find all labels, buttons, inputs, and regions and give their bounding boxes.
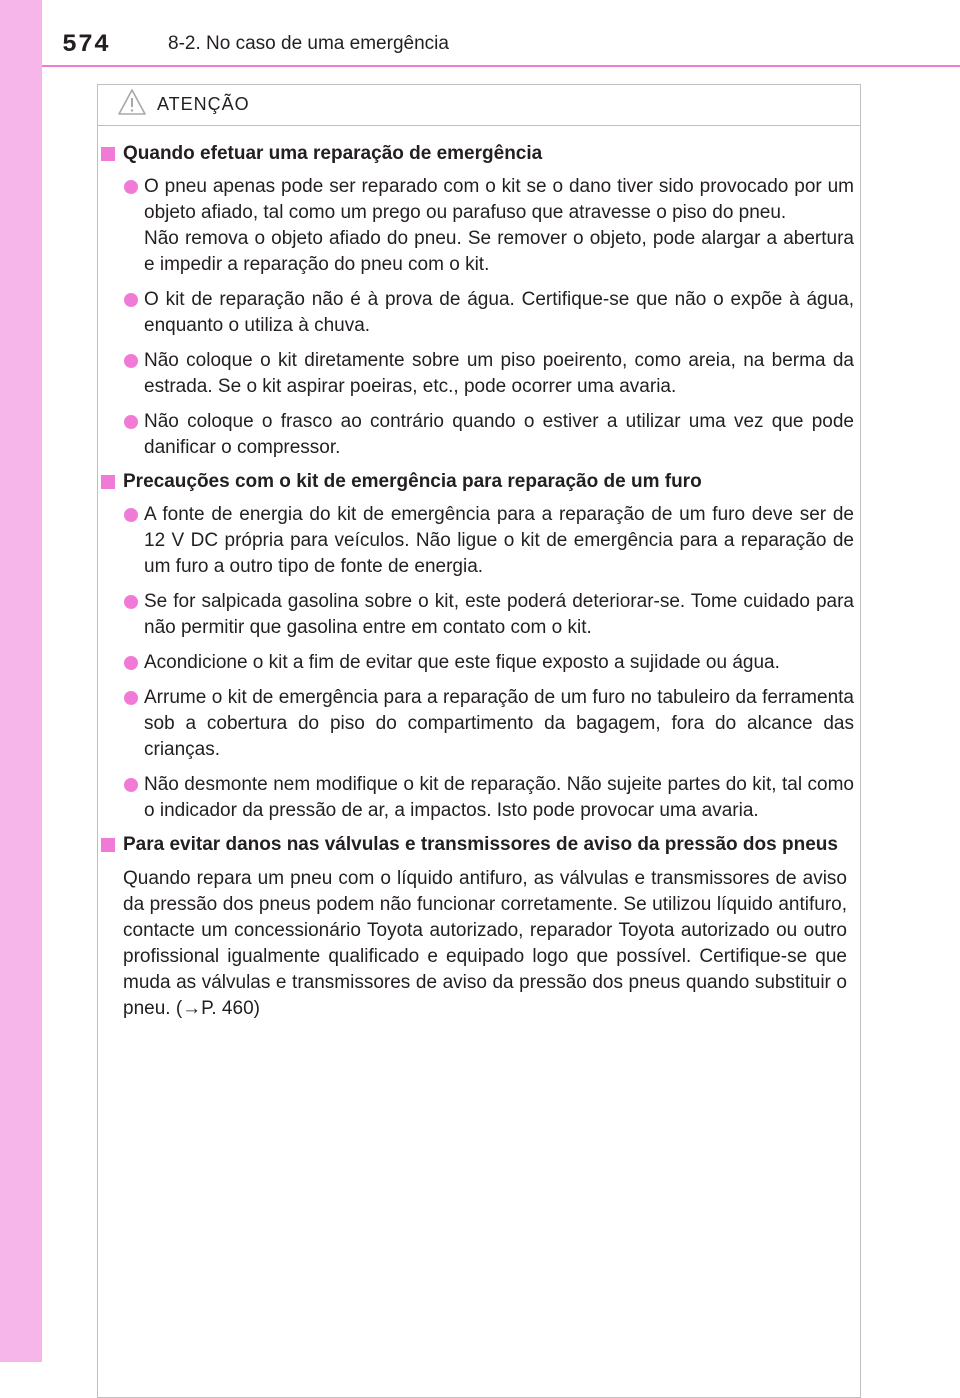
list-item [122,589,854,641]
bullet-icon [124,691,138,705]
bullet-icon [124,180,138,194]
list-item-text: A fonte de energia do kit de emergência para a reparação de um furo deve ser de 12 V DC própria para veículos. Não ligue o kit de emergência para a reparação de um furo a outro tipo de fonte de energia. [144,504,854,577]
bullet-icon [124,293,138,307]
list-item-text: Se for salpicada gasolina sobre o kit, este poderá deteriorar-se. Tome cuidado para não permitir que gasolina entre em contato com o kit. [144,591,854,638]
section-heading-text: Para evitar danos nas válvulas e transmissores de aviso da pressão dos pneus [123,834,838,855]
list-item-text: Não desmonte nem modifique o kit de reparação. Não sujeite partes do kit, tal como o indicador da pressão de ar, a impactos. Isto pode provocar uma avaria. [144,774,854,821]
section-heading [101,141,854,167]
caution-header [98,85,860,126]
section-heading [101,832,854,858]
square-icon [101,475,115,489]
list-item [122,287,854,339]
page-number: 574 [62,30,111,59]
caution-title: ATENÇÃO [157,94,250,114]
square-icon [101,147,115,161]
section-heading-text: Quando efetuar uma reparação de emergência [123,143,543,164]
warning-triangle-icon [117,88,147,116]
list-item-text: Não coloque o frasco ao contrário quando o estiver a utilizar uma vez que pode danificar o compressor. [144,411,854,458]
list-item [122,685,854,763]
section-emergency-repair [98,141,860,461]
list-item-text-continued: Não remova o objeto afiado do pneu. Se remover o objeto, pode alargar a abertura e impedir a reparação do pneu com o kit. [144,228,854,275]
section-heading [101,469,854,495]
section-paragraph: Quando repara um pneu com o líquido antifuro, as válvulas e transmissores de aviso da pressão dos pneus podem não funcionar corretamente. Se utilizou líquido antifuro, contacte um concessionário Toyota autorizado, reparador Toyota autorizado ou outro profissional igualmente qualificado e equipado logo que possível. Certifique-se que muda as válvulas e transmissores de aviso da pressão dos pneus quando substituir o pneu. (→P. 460) [123,868,847,1019]
bullet-icon [124,778,138,792]
bullet-icon [124,508,138,522]
bullet-icon [124,595,138,609]
caution-box [97,84,861,1398]
list-item-text: Arrume o kit de emergência para a reparação de um furo no tabuleiro da ferramenta sob a cobertura do piso do compartimento da bagagem, fora do alcance das crianças. [144,687,854,760]
section-tpms-valves [98,832,860,1022]
section-kit-precautions [98,469,860,824]
list-item-text: O pneu apenas pode ser reparado com o kit se o dano tiver sido provocado por um objeto afiado, tal como um prego ou parafuso que atravesse o piso do pneu. [144,176,854,223]
page-edge-bar [0,0,42,1362]
list-item [122,650,854,676]
list-item [122,502,854,580]
list-item-text: Não coloque o kit diretamente sobre um piso poeirento, como areia, na berma da estrada. Se o kit aspirar poeiras, etc., pode ocorrer uma avaria. [144,350,854,397]
chapter-title: 8-2. No caso de uma emergência [168,33,449,54]
list-item [122,174,854,278]
caution-content [98,141,860,1022]
list-item-text: Acondicione o kit a fim de evitar que este fique exposto a sujidade ou água. [144,652,780,673]
bullet-icon [124,415,138,429]
list-item-text: O kit de reparação não é à prova de água. Certifique-se que não o expõe à água, enquanto o utiliza à chuva. [144,289,854,336]
bullet-icon [124,354,138,368]
header-divider [42,65,960,67]
list-item [122,409,854,461]
section-heading-text: Precauções com o kit de emergência para reparação de um furo [123,471,702,492]
list-item [122,772,854,824]
list-item [122,348,854,400]
square-icon [101,838,115,852]
bullet-icon [124,656,138,670]
